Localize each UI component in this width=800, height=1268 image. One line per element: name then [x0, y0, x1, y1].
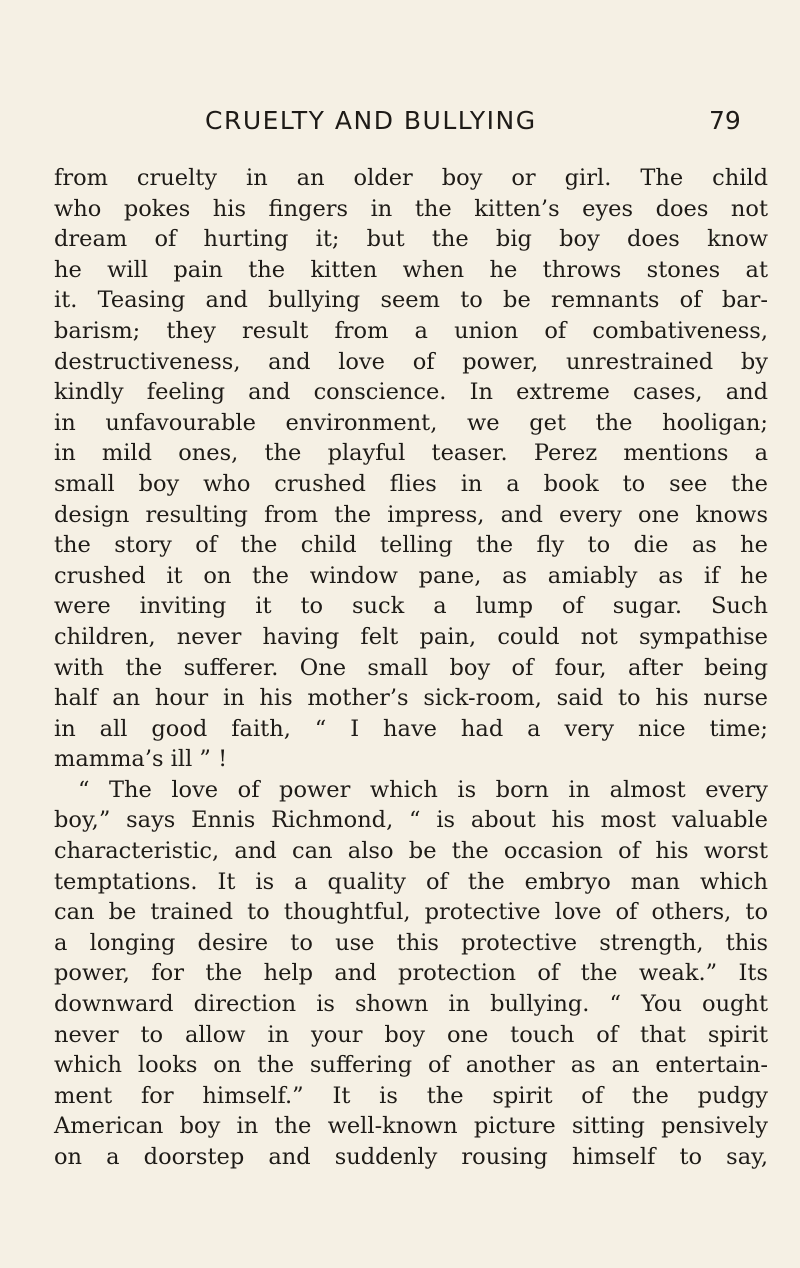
- text-line: who pokes his fingers in the kitten’s eyes does not: [54, 195, 768, 222]
- text-line: the story of the child telling the fly to die as he: [54, 532, 768, 559]
- text-line: with the sufferer. One small boy of four, after being: [54, 654, 768, 681]
- text-line: in mild ones, the playful teaser. Perez mentions a: [54, 440, 768, 467]
- text-line: kindly feeling and conscience. In extreme cases, and: [54, 379, 768, 406]
- text-line: downward direction is shown in bullying. “ You ought: [54, 991, 768, 1018]
- text-line: dream of hurting it; but the big boy does know: [54, 226, 768, 253]
- text-line: “ The love of power which is born in almost every: [78, 776, 768, 803]
- text-line: small boy who crushed flies in a book to see the: [54, 470, 768, 497]
- text-line: never to allow in your boy one touch of that spirit: [54, 1021, 768, 1048]
- text-line: crushed it on the window pane, as amiably as if he: [54, 562, 768, 589]
- body-text: [54, 163, 768, 1173]
- text-line: power, for the help and protection of the weak.” Its: [54, 960, 768, 987]
- text-line: children, never having felt pain, could not sympathise: [54, 623, 768, 650]
- page-number: 79: [709, 106, 741, 135]
- text-line: in unfavourable environment, we get the hooligan;: [54, 409, 768, 436]
- text-line: were inviting it to suck a lump of sugar. Such: [54, 593, 768, 620]
- text-line: which looks on the suffering of another as an entertain-: [54, 1052, 768, 1079]
- text-line: ment for himself.” It is the spirit of the pudgy: [54, 1082, 768, 1109]
- text-line: on a doorstep and suddenly rousing himself to say,: [54, 1144, 768, 1170]
- running-title: CRUELTY AND BULLYING: [205, 106, 537, 135]
- text-line: from cruelty in an older boy or girl. The child: [54, 165, 768, 191]
- text-line: boy,” says Ennis Richmond, “ is about his most valuable: [54, 807, 768, 834]
- text-line: American boy in the well-known picture sitting pensively: [54, 1113, 768, 1140]
- text-line: design resulting from the impress, and every one knows: [54, 501, 768, 528]
- text-line: it. Teasing and bullying seem to be remnants of bar-: [54, 287, 768, 314]
- text-line: characteristic, and can also be the occasion of his worst: [54, 838, 768, 865]
- text-line: a longing desire to use this protective strength, this: [54, 929, 768, 956]
- text-line: mamma’s ill ” !: [54, 746, 228, 773]
- text-line: he will pain the kitten when he throws stones at: [54, 256, 768, 283]
- text-line: temptations. It is a quality of the embryo man which: [54, 868, 768, 895]
- text-line: destructiveness, and love of power, unrestrained by: [54, 348, 768, 375]
- running-head: [0, 103, 800, 143]
- text-line: half an hour in his mother’s sick-room, said to his nurse: [54, 685, 768, 712]
- text-line: barism; they result from a union of combativeness,: [54, 317, 768, 344]
- text-line: can be trained to thoughtful, protective love of others, to: [54, 899, 768, 926]
- text-line: in all good faith, “ I have had a very nice time;: [54, 715, 768, 742]
